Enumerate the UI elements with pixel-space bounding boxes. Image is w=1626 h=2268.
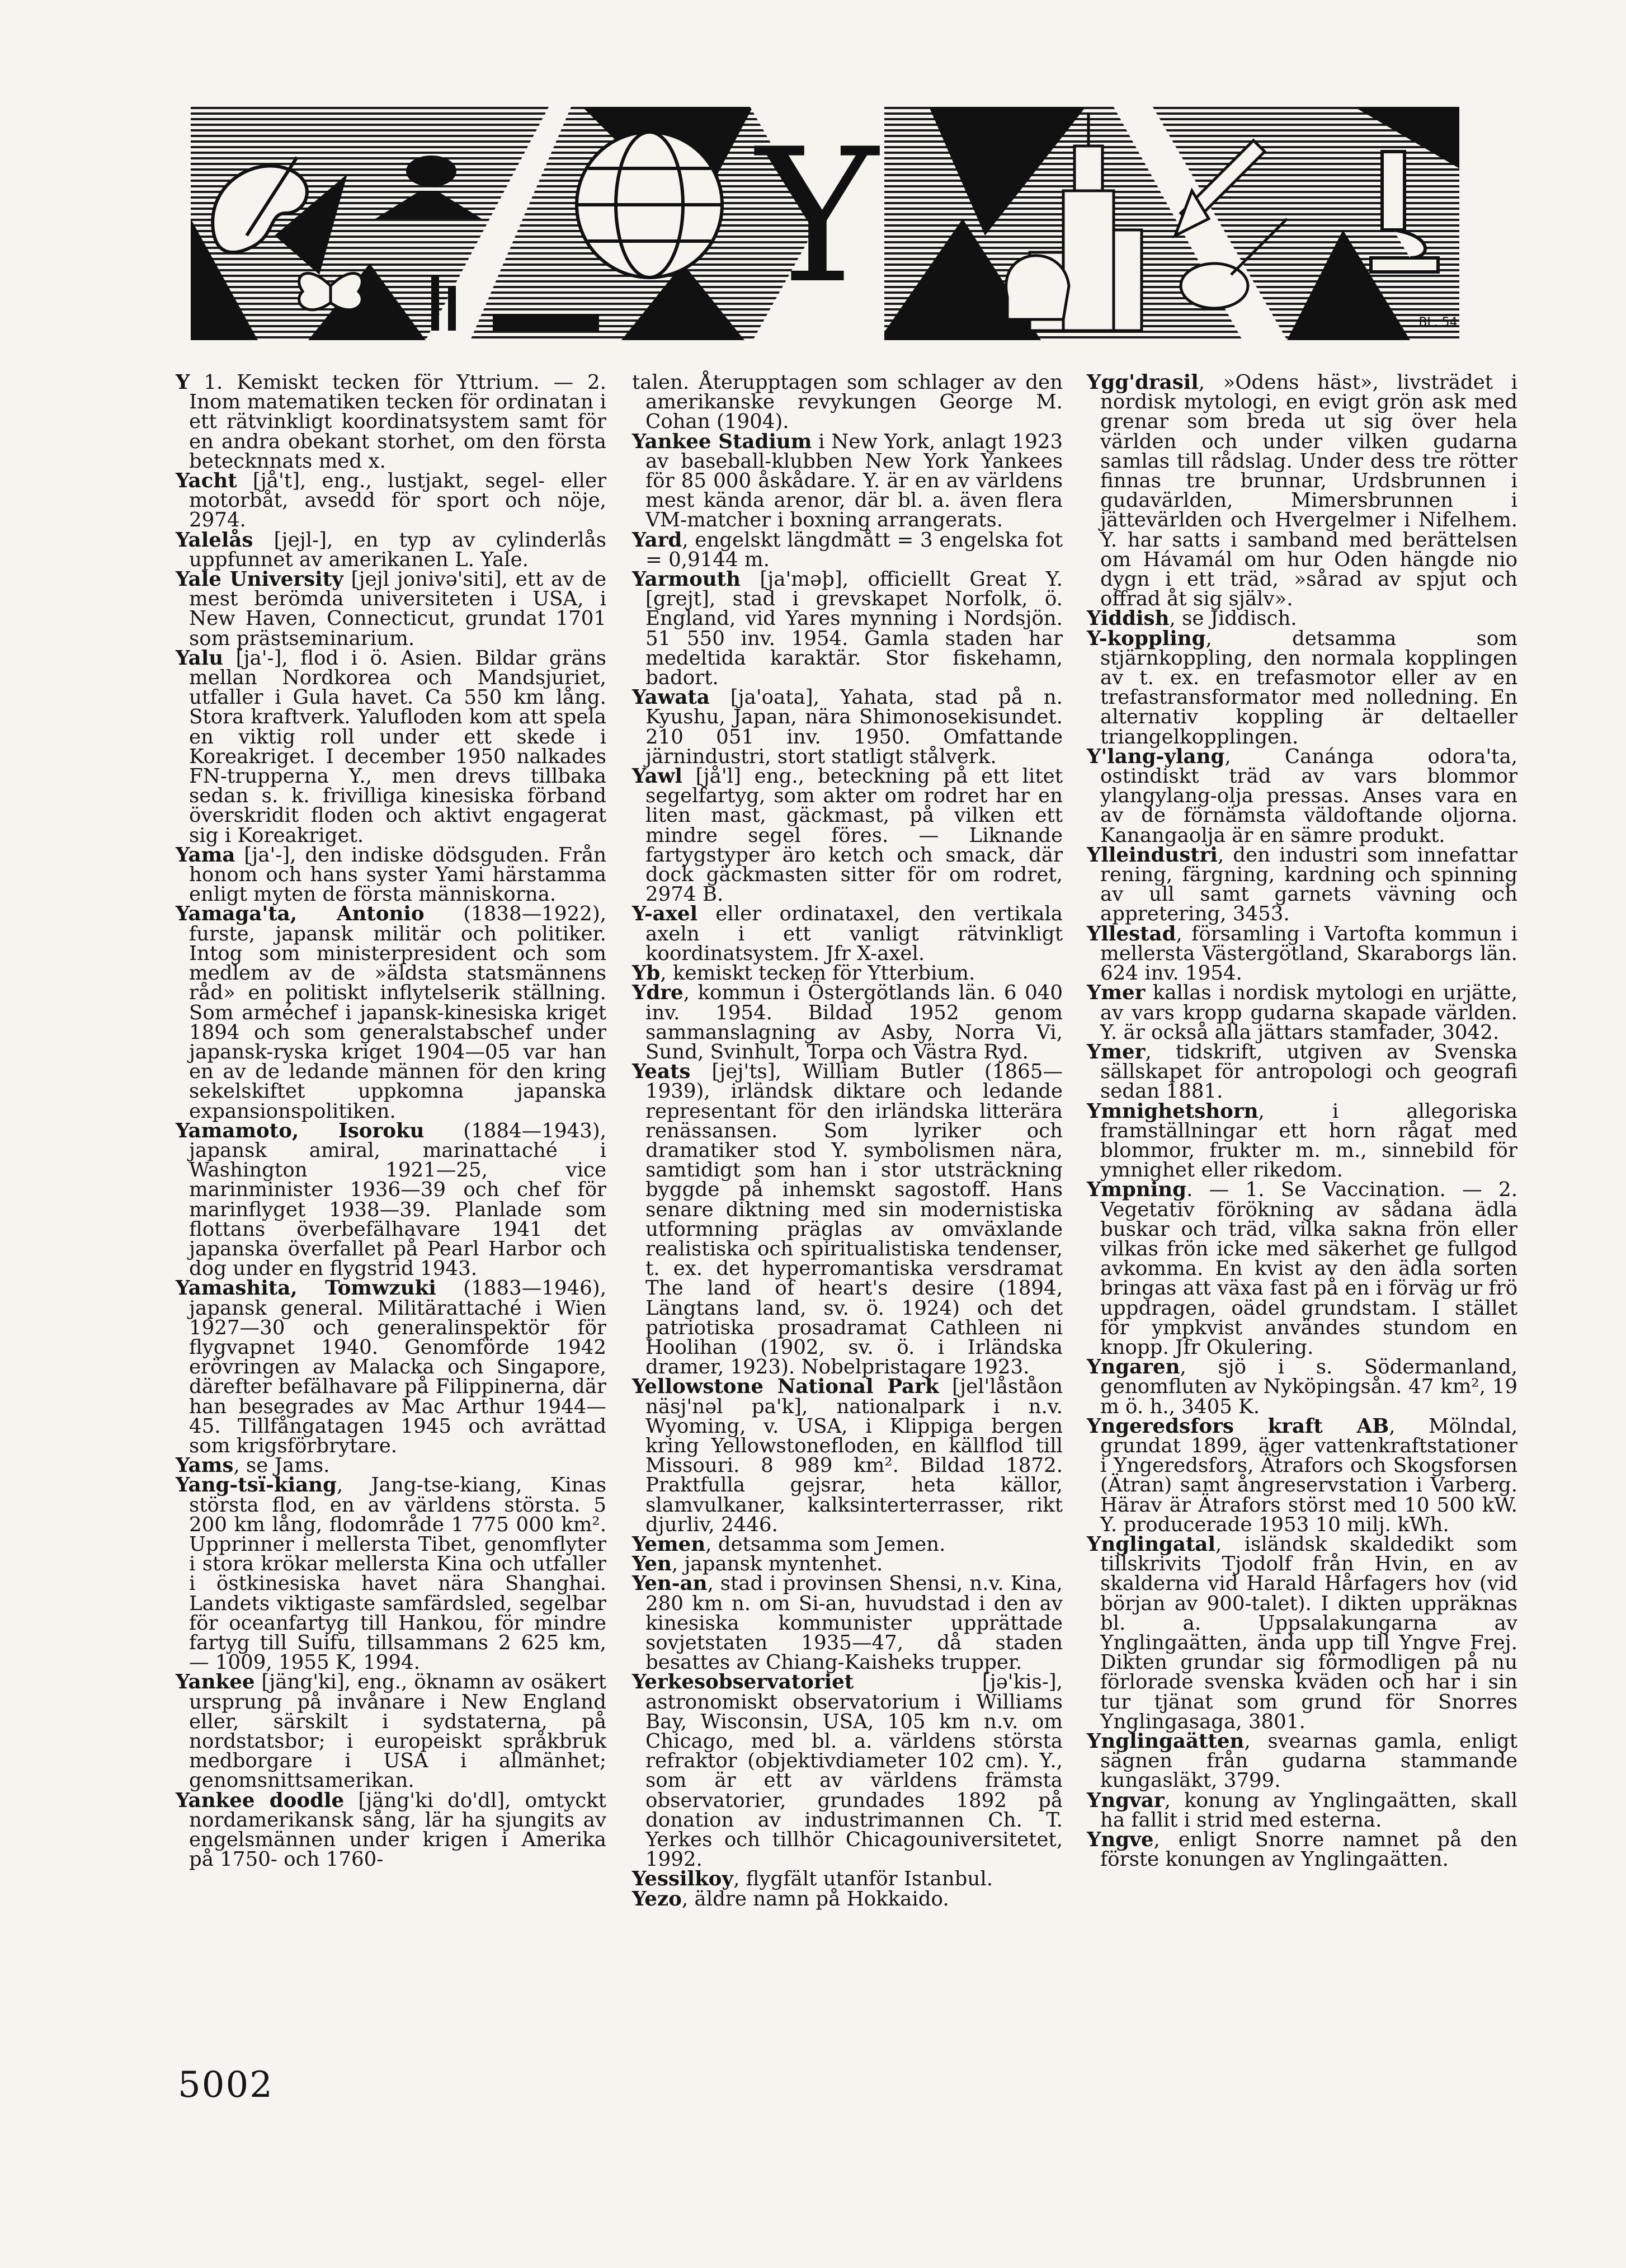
entry-headword: Y-axel [632, 902, 698, 926]
dictionary-entry [632, 983, 1063, 1062]
entry-text: , Mölndal, grundat 1899, äger vattenkraftstationer i Yngeredsfors, Ätrafors och Skogsforsen (Ätran) samt ångreservstation i Varberg. Härav är Ätrafors störst med 10 500 kW. Y. producerade 1953 10 milj. kWh. [1100, 1414, 1518, 1536]
entry-text: [jej'ts], William Butler (1865—1939), irländsk diktare och ledande representant för den irländska litterära renässansen. Som lyriker och dramatiker stod Y. symbolismen nära, samtidigt som han i stor utsträckning byggde på inhemskt sagostoff. Hans senare diktning med sin modernistiska utformning präglas av omväxlande realistiska och spiritualistiska tendenser, t. ex. det hyperromantiska versdramat The land of heart's desire (1894, Längtans land, sv. ö. 1924) och det patriotiska prosadramat Cathleen ni Hoolihan (1902, sv. ö. i Irländska dramer, 1923). Nobelpristagare 1923. [645, 1060, 1063, 1379]
entry-text: (1838—1922), furste, japansk militär och politiker. Intog som ministerpresident och som medlem av de »äldsta statsmännens råd» en politiskt inflytelserik ställning. Som arméchef i japansk-kinesiska kriget 1894 och som generalstabschef under japansk-ryska kriget 1904—05 var han en av de ledande männen för den kring sekelskiftet uppkomna japanska expansionspolitiken. [189, 902, 607, 1123]
entry-text: 1. Kemiskt tecken för Yttrium. — 2. Inom matematiken tecken för ordinatan i ett rätvinkligt koordinatsystem samt för en andra obekant storhet, om den första betecknnats med x. [189, 371, 606, 473]
entry-text: , flygfält utanför Istanbul. [733, 1867, 993, 1891]
entry-text: [ja'-], flod i ö. Asien. Bildar gräns mellan Nordkorea och Mandsjuriet, utfaller i Gula havet. Ca 550 km lång. Stora kraftverk. Yalufloden kom att spela en viktig roll under ett skede i Koreakriget. I december 1950 nalkades FN-trupperna Y., men drevs tillbaka sedan s. k. frivilliga kinesiska förband överskridit floden och aktivt engagerat sig i Koreakriget. [189, 646, 606, 847]
entry-text: , se Jiddisch. [1169, 607, 1297, 630]
helmet-icon [1006, 256, 1069, 319]
entry-headword: Yen [632, 1552, 672, 1576]
dictionary-entry [1087, 924, 1517, 984]
entry-headword: Yerkesobservatoriet [632, 1671, 854, 1694]
entry-text: , »Odens häst», livsträdet i nordisk mytologi, en evigt grön ask med grenar som breda ut sig över hela världen och under vilken gudarna samlas till rådslag. Under dess tre rötter finnas tre brunnar, Urdsbrunnen i gudavärlden, Mimersbrunnen i jättevärlden och Hvergelmer i Nifelhem. Y. har satts i samband med berättelsen om Hávamál om hur Oden hängde nio dygn i ett träd, »sårad av spjut och offrad åt sig själv». [1100, 371, 1517, 611]
entry-text: [ja'-], den indiske dödsguden. Från honom och hans syster Yami härstamma enligt myten de första människorna. [189, 843, 606, 906]
banner-letter: Y [756, 109, 878, 324]
entry-text: [jå't], eng., lustjakt, segel- eller motorbåt, avsedd för sport och nöje, 2974. [189, 469, 606, 532]
entry-headword: Ynglingaätten [1087, 1730, 1245, 1753]
dictionary-entry [632, 530, 1063, 570]
dictionary-entry [632, 688, 1063, 766]
dictionary-entry [176, 1791, 606, 1870]
dictionary-entry [1087, 747, 1517, 845]
entry-text: [jel'låståon näsj'nəl pa'k], nationalpark i n.v. Wyoming, v. USA, i Klippiga bergen kring Yellowstonefloden, en källflod till Missouri. 8 989 km². Bildad 1872. Praktfulla gejsrar, heta källor, slamvulkaner, kalksinterterrasser, rikt djurliv, 2446. [645, 1375, 1063, 1536]
dictionary-entry [1087, 1414, 1518, 1536]
entry-text: eller ordinataxel, den vertikala axeln i ett vanligt rätvinkligt koordinatsystem. Jfr X-axel. [645, 902, 1063, 965]
dictionary-entry [176, 1672, 606, 1790]
entry-headword: Yawl [632, 765, 682, 788]
dictionary-entry [632, 1377, 1063, 1535]
entry-text: . — 1. Se Vaccination. — 2. Vegetativ förökning av sådana ädla buskar och träd, vilka sakna frön eller vilkas frön icke med säkerhet ge fullgod avkomma. En kvist av den ädla sorten bringas att växa fast på en i förväg ur frö uppdragen, oädel grundstam. I stället för ympkvist användes stundom en knopp. Jfr Okulering. [1100, 1178, 1517, 1359]
artist-signature: BL. 54 [1418, 316, 1458, 330]
entry-headword: Yngeredsfors kraft AB [1087, 1414, 1389, 1438]
dictionary-entry [1087, 609, 1517, 628]
dictionary-entry [1087, 1099, 1517, 1182]
entry-text: , församling i Vartofta kommun i mellersta Västergötland, Skaraborgs län. 624 inv. 1954. [1100, 922, 1517, 985]
dictionary-entry [176, 1454, 606, 1478]
dictionary-entry [1087, 1532, 1517, 1733]
entry-text: , enligt Snorre namnet på den förste konungen av Ynglingaätten. [1100, 1828, 1517, 1871]
entry-text: i New York, anlagt 1923 av baseball-klubben New York Yankees för 85 000 åskådare. Y. är en av världens mest kända arenor, där bl. a. även flera VM-matcher i boxning arrangerats. [645, 430, 1063, 532]
dictionary-entry [176, 1121, 606, 1279]
entry-headword: Yankee doodle [176, 1789, 345, 1812]
dictionary-entry [632, 1672, 1063, 1869]
entry-headword: Ylleindustri [1087, 843, 1218, 867]
entry-text: , tidskrift, utgiven av Svenska sällskapet för antropologi och geografi sedan 1881. [1100, 1040, 1517, 1103]
page-number: 5002 [178, 2064, 274, 2106]
entry-headword: Yams [176, 1454, 234, 1478]
entry-text: , i allegoriska framställningar ett horn rågat med blommor, frukter m. m., sinnebild för ymnighet eller rikedom. [1100, 1099, 1517, 1182]
entry-text: (1884—1943), japansk amiral, marinattaché i Washington 1921—25, vice marinminister 1936—39 och chef för marinflyget 1938—39. Planlade som flottans överbefälhavare 1941 det japanska överfallet på Pearl Harbor och dog under en flygstrid 1943. [189, 1119, 606, 1281]
dictionary-entry [1087, 1791, 1517, 1830]
entry-headword: Yankee Stadium [632, 430, 812, 453]
entry-headword: Yllestad [1087, 922, 1176, 945]
entry-text: , detsamma som Jemen. [705, 1532, 946, 1556]
entry-headword: Yale University [176, 568, 343, 591]
entry-text: [ja'məþ], officiellt Great Y. [grejt], stad i grevskapet Norfolk, ö. England, vid Yares mynning i Nordsjön. 51 550 inv. 1954. Gamla staden har medeltida karaktär. Stor fiskehamn, badort. [645, 568, 1063, 690]
entry-text: , kemiskt tecken för Ytterbium. [660, 962, 975, 985]
entry-text: [ja'oata], Yahata, stad på n. Kyushu, Japan, nära Shimonosekisundet. 210 051 inv. 1950. Omfattande järnindustri, stort statligt stålverk. [645, 686, 1063, 768]
entry-headword: Yngaren [1087, 1356, 1180, 1379]
column-2 [632, 373, 1063, 1909]
column-3 [1087, 373, 1517, 1869]
entry-text: [jejl-], en typ av cylinderlås uppfunnet av amerikanen L. Yale. [189, 528, 606, 571]
dictionary-entry [1087, 1180, 1517, 1357]
entry-headword: Y-koppling [1087, 627, 1206, 650]
dictionary-entry [632, 1889, 1063, 1909]
dictionary-entry [632, 904, 1063, 963]
entry-text: , konung av Ynglingaätten, skall ha fallit i strid med esterna. [1100, 1789, 1517, 1832]
entry-headword: Ymnighetshorn [1087, 1099, 1259, 1123]
dictionary-entry [632, 963, 1063, 983]
entry-text: , äldre namn på Hokkaido. [681, 1887, 949, 1911]
entry-text: kallas i nordisk mytologi en urjätte, av vars kropp gudarna skapade världen. Y. är också alla jättars stamfader, 3042. [1100, 981, 1517, 1044]
dictionary-entry [176, 648, 606, 845]
dictionary-entry [176, 373, 606, 471]
dictionary-entry [632, 1574, 1063, 1672]
entry-headword: Ydre [632, 981, 684, 1005]
entry-headword: Ygg'drasil [1087, 371, 1199, 394]
entry-headword: Yemen [632, 1532, 706, 1556]
dictionary-entry [1087, 983, 1517, 1042]
dictionary-entry [176, 904, 606, 1121]
entry-headword: Ymer [1087, 1040, 1146, 1064]
entry-headword: Yamamoto, Isoroku [176, 1119, 425, 1142]
entry-text: (1883—1946), japansk general. Militärattaché i Wien 1927—30 och generalinspektör för flygvapnet 1940. Genomförde 1942 erövringen av Malacka och Singapore, därefter befälhavare på Filippinerna, där han besegrades av Mac Arthur 1944—45. Tillfångatagen 1945 och avrättad som krigsförbrytare. [189, 1277, 606, 1457]
dictionary-entry [176, 530, 606, 570]
dictionary-entry [632, 1869, 1063, 1889]
entry-headword: Yankee [176, 1671, 255, 1694]
entry-headword: Ynglingatal [1087, 1532, 1215, 1556]
entry-headword: Yamaga'ta, Antonio [176, 902, 425, 926]
entry-text: , se Jams. [233, 1454, 330, 1478]
entry-text: , isländsk skaldedikt som tillskrivits Tjodolf från Hvin, en av skalderna vid Harald Hårfagers hov (vid början av 900-talet). I dikten uppräknas bl. a. Uppsalakungarna av Ynglingaätten, ända upp till Yngve Frej. Dikten grundar sig förmodligen på nu förlorade svenska kväden och har i sin tur tjänat som grund för Snorres Ynglingasaga, 3801. [1100, 1532, 1517, 1733]
entry-headword: Yngve [1087, 1828, 1154, 1852]
dictionary-entry [1087, 629, 1517, 747]
dictionary-entry [1087, 1830, 1517, 1869]
entry-text: [jå'l] eng., beteckning på ett litet segelfartyg, som akter om rodret har en liten mast, gäckmast, på vilken ett mindre segel föres. — Liknande fartygstyper äro ketch och smack, där dock gäckmasten sitter för om rodret, 2974 B. [645, 765, 1063, 906]
entry-text: [jäng'ki do'dl], omtyckt nordamerikansk sång, lär ha sjungits av engelsmännen under krigen i Amerika på 1750- och 1760- [189, 1789, 606, 1871]
entry-text: [jə'kis-], astronomiskt observatorium i Williams Bay, Wisconsin, USA, 105 km n.v. om Chicago, med bl. a. världens största refraktor (objektivdiameter 102 cm). Y., som är ett av världens främsta observatorier, grundades 1892 på donation av industrimannen Ch. T. Yerkes och tillhör Chicagouniversitetet, 1992. [645, 1671, 1063, 1871]
entry-headword: Yawata [632, 686, 710, 709]
entry-headword: Yacht [176, 469, 237, 493]
entry-headword: Ympning [1087, 1178, 1187, 1202]
entry-headword: Yalu [176, 646, 224, 670]
dictionary-entry [632, 1554, 1063, 1574]
entry-text: [jäng'ki], eng., öknamn av osäkert ursprung på invånare i New England eller, särskilt i sydstaterna, på nordstatsbor; i europeiskt språkbruk medborgare i USA i allmänhet; genomsnittsamerikan. [189, 1671, 606, 1792]
entry-text: , kommun i Östergötlands län. 6 040 inv. 1954. Bildad 1952 genom sammanslagning av Asby, Norra Vi, Sund, Svinhult, Torpa och Västra Ryd. [645, 981, 1063, 1064]
entry-headword: Yarmouth [632, 568, 741, 591]
dictionary-entry [1087, 845, 1517, 924]
entry-text: , Canánga odora'ta, ostindiskt träd av vars blommor ylangylang-olja pressas. Anses vara en av de förnämsta väldoftande oljorna. Kanangaolja är en sämre produkt. [1100, 745, 1517, 847]
entry-headword: Yang-tsï-kiang [176, 1474, 337, 1497]
entry-headword: Yen-an [632, 1572, 708, 1596]
dictionary-entry [632, 1532, 1063, 1556]
entry-headword: Yard [632, 528, 682, 552]
dictionary-entry [1087, 373, 1517, 609]
entry-headword: Yiddish [1087, 607, 1170, 630]
entry-headword: Yb [632, 962, 661, 985]
entry-text: , Jang-tse-kiang, Kinas största flod, en av världens största. 5 200 km lång, flodområde 1 775 000 km². Upprinner i mellersta Tibet, genomflyter i stora krökar mellersta Kina och utfaller i östkinesiska havet nära Shanghai. Landets viktigaste samfärdsled, segelbar för oceanfartyg till Hankou, för mindre fartyg till Suifu, tillsammans 2 625 km, — 1009, 1955 K, 1994. [189, 1474, 606, 1674]
entry-headword: Yngvar [1087, 1789, 1165, 1812]
dictionary-entry [176, 1475, 606, 1672]
globe-icon [577, 132, 722, 277]
entry-text: , svearnas gamla, enligt sägnen från gudarna stammande kungasläkt, 3799. [1100, 1730, 1517, 1792]
entry-text: [jejl jonivə'siti], ett av de mest berömda universiteten i USA, i New Haven, Connecticut, grundat 1701 som prästseminarium. [189, 568, 606, 650]
entry-headword: Yessilkoy [632, 1867, 734, 1891]
entry-headword: Yellowstone National Park [632, 1375, 939, 1399]
entry-text: , japansk myntenhet. [671, 1552, 883, 1576]
column-1 [176, 373, 606, 1869]
dictionary-entry [176, 471, 606, 530]
dictionary-entry [1087, 1357, 1517, 1417]
entry-text: , engelskt längdmått = 3 engelska fot = 0,9144 m. [645, 528, 1063, 571]
entry-text: talen. Återupptagen som schlager av den amerikanske revykungen George M. Cohan (1904). [632, 371, 1063, 434]
dictionary-entry [632, 570, 1063, 688]
header-banner [191, 107, 1459, 340]
dictionary-entry [632, 373, 1063, 432]
entry-headword: Y'lang-ylang [1087, 745, 1225, 768]
entry-text: , den industri som innefattar rening, färgning, kardning och spinning av ull samt garnets vävning och appretering, 3453. [1100, 843, 1517, 926]
entry-headword: Yezo [632, 1887, 682, 1911]
dictionary-entry [632, 432, 1063, 530]
entry-headword: Yeats [632, 1060, 691, 1084]
dictionary-entry [176, 570, 606, 648]
dictionary-entry [632, 766, 1063, 904]
entry-headword: Y [176, 371, 190, 394]
entry-text: , sjö i s. Södermanland, genomfluten av Nyköpingsån. 47 km², 19 m ö. h., 3405 K. [1100, 1356, 1517, 1418]
dictionary-entry [632, 1062, 1063, 1377]
dictionary-entry [1087, 1042, 1517, 1102]
entry-headword: Yamashita, Tomwzuki [176, 1277, 436, 1300]
entry-text: , stad i provinsen Shensi, n.v. Kina, 280 km n. om Si-an, huvudstad i den av kinesiska kommunister upprättade sovjetstaten 1935—47, då staden besattes av Chiang-Kaisheks trupper. [645, 1572, 1063, 1674]
entry-headword: Yalelås [176, 528, 253, 552]
entry-headword: Ymer [1087, 981, 1146, 1005]
dictionary-entry [176, 845, 606, 905]
dictionary-entry [1087, 1731, 1517, 1791]
entry-text: , detsamma som stjärnkoppling, den normala kopplingen av t. ex. en trefasmotor eller av en trefastransformator med nolledning. En alternativ koppling är deltaeller triangelkopplingen. [1100, 627, 1517, 749]
entry-headword: Yama [176, 843, 235, 867]
dictionary-entry [176, 1278, 606, 1456]
